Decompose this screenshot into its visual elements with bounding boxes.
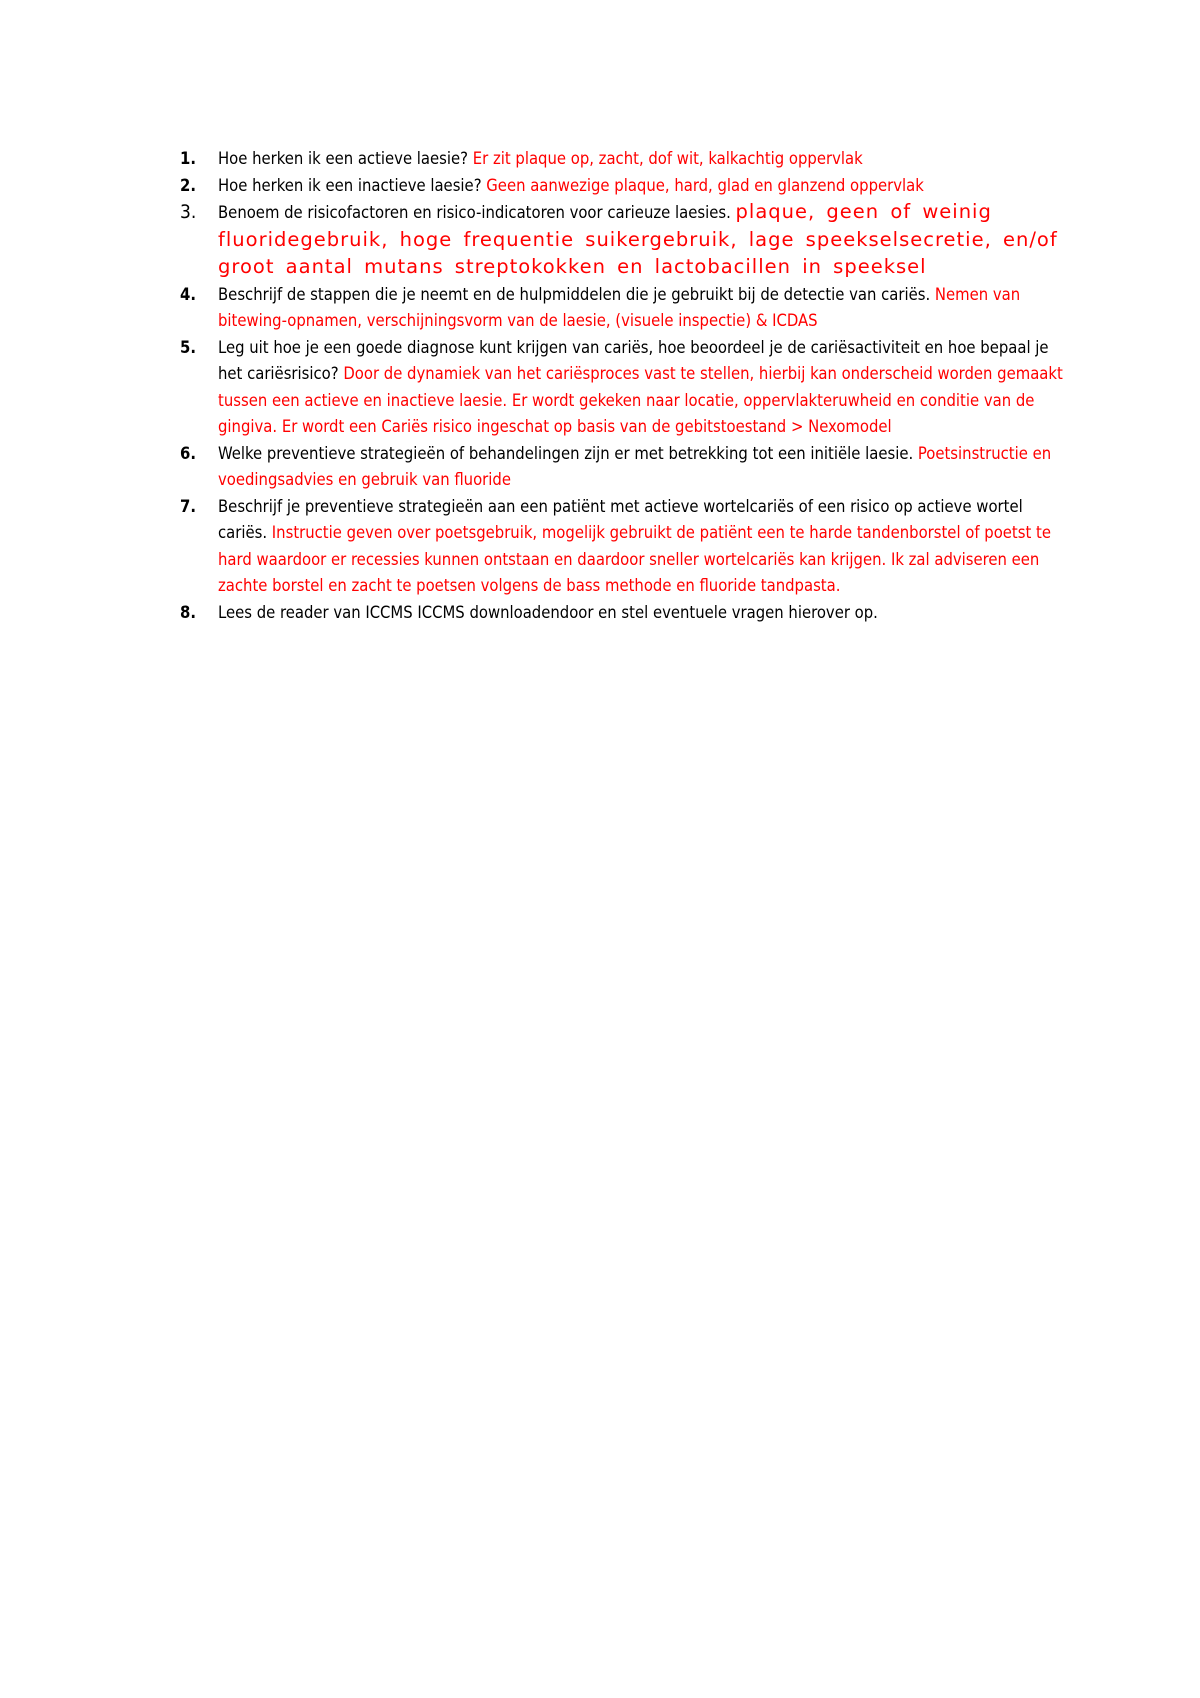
question-text: Beschrijf de stappen die je neemt en de hulpmiddelen die je gebruikt bij de detectie van cariës.	[218, 284, 931, 304]
list-item-3	[170, 199, 1070, 282]
answer-text: Instructie geven over poetsgebruik, mogelijk gebruikt de patiënt een te harde tandenborstel of poetst te hard waardoor er recessies kunnen ontstaan en daardoor sneller wortelcariës kan krijgen. Ik zal adviseren een zachte borstel en zacht te poetsen volgens de bass methode en fluoride tandpasta.	[218, 523, 1051, 595]
question-text: Lees de reader van ICCMS ICCMS downloadendoor en stel eventuele vragen hierover op.	[218, 602, 878, 622]
list-number: 3.	[180, 201, 197, 223]
answer-text: plaque, geen of weinig fluoridegebruik, hoge frequentie suikergebruik, lage speekselsecretie, en/of groot aantal mutans streptokokken en lactobacillen in speeksel	[218, 200, 1058, 278]
list-item-4	[170, 282, 1070, 335]
list-item-8	[170, 600, 1070, 627]
list-number: 5.	[180, 337, 196, 357]
list-number: 1.	[180, 149, 196, 168]
question-text: Hoe herken ik een actieve laesie?	[218, 149, 469, 168]
list-item-1	[170, 146, 1070, 173]
question-list	[170, 146, 1070, 626]
answer-text: Er zit plaque op, zacht, dof wit, kalkachtig oppervlak	[472, 149, 863, 168]
list-number: 8.	[180, 602, 196, 622]
answer-text: Poetsinstructie en voedingsadvies en gebruik van fluoride	[218, 443, 1052, 489]
list-item-7	[170, 494, 1070, 600]
answer-text: Door de dynamiek van het cariësproces vast te stellen, hierbij kan onderscheid worden gemaakt tussen een actieve en inactieve laesie. Er wordt gekeken naar locatie, oppervlakteruwheid en conditie van de gingiva. Er wordt een Cariës risico ingeschat op basis van de gebitstoestand > Nexomodel	[218, 364, 1063, 436]
list-item-2	[170, 173, 1070, 200]
list-item-6	[170, 441, 1070, 494]
list-number: 7.	[180, 496, 196, 516]
question-text: Welke preventieve strategieën of behandelingen zijn er met betrekking tot een initiële laesie.	[218, 443, 914, 463]
list-number: 6.	[180, 443, 196, 463]
question-text: Hoe herken ik een inactieve laesie?	[218, 175, 482, 195]
list-number: 4.	[180, 284, 196, 304]
question-text: Benoem de risicofactoren en risico-indicatoren voor carieuze laesies.	[218, 203, 731, 222]
list-number: 2.	[180, 175, 196, 195]
question-text: Beschrijf je preventieve strategieën aan een patiënt met actieve wortelcariës of een risico op actieve wortel cariës.	[218, 496, 1023, 542]
answer-text: Geen aanwezige plaque, hard, glad en glanzend oppervlak	[486, 175, 924, 195]
question-text: Leg uit hoe je een goede diagnose kunt krijgen van cariës, hoe beoordeel je de cariësactiviteit en hoe bepaal je het cariësrisico?	[218, 337, 1049, 383]
list-item-5	[170, 335, 1070, 441]
answer-text: Nemen van bitewing-opnamen, verschijningsvorm van de laesie, (visuele inspectie) & ICDAS	[218, 284, 1021, 330]
